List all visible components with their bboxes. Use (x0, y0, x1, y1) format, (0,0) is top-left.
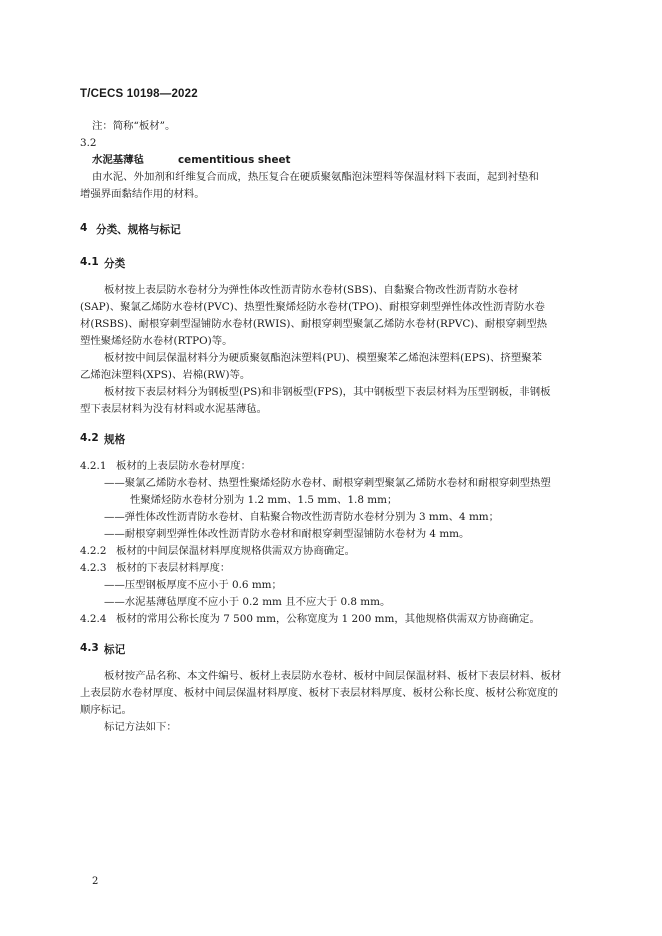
list-item: ——压型钢板厚度不应小于 0.6 mm； (104, 579, 282, 591)
chapter-number: 4 (80, 222, 88, 234)
document-code-header: T/CECS 10198—2022 (80, 88, 198, 100)
list-item: ——弹性体改性沥青防水卷材、自粘聚合物改性沥青防水卷材分别为 3 mm、4 mm； (104, 511, 500, 523)
paragraph-line: 材(RSBS)、耐根穿刺型湿铺防水卷材(RWIS)、耐根穿刺型聚氯乙烯防水卷材(RPVC)、耐根穿刺型热 (80, 318, 548, 330)
page-number: 2 (92, 876, 99, 887)
paragraph-line: 板材按产品名称、本文件编号、板材上表层防水卷材、板材中间层保温材料、板材下表层材料、板材 (104, 670, 562, 682)
section-number-4-3: 4.3 (80, 642, 99, 654)
definition-line: 增强界面黏结作用的材料。 (80, 188, 205, 200)
clause-text: 板材的中间层保温材料厚度规格供需双方协商确定。 (116, 545, 355, 557)
paragraph-line: 型下表层材料为没有材料或水泥基薄毡。 (80, 403, 268, 415)
paragraph-line: 板材按下表层材料分为钢板型(PS)和非钢板型(FPS)，其中钢板型下表层材料为压型钢板，非钢板 (104, 386, 551, 398)
term-english: cementitious sheet (178, 154, 291, 166)
section-title-4-2: 规格 (104, 434, 126, 446)
paragraph-line: (SAP)、聚氯乙烯防水卷材(PVC)、热塑性聚烯烃防水卷材(TPO)、耐根穿刺型弹性体改性沥青防水卷 (80, 301, 545, 313)
section-number-4-1: 4.1 (80, 256, 99, 268)
list-item: 性聚烯烃防水卷材分别为 1.2 mm、1.5 mm、1.8 mm； (130, 494, 398, 506)
clause-number: 4.2.3 (80, 562, 107, 574)
note-text: 注：简称“板材”。 (92, 120, 176, 132)
paragraph-line: 塑性聚烯烃防水卷材(RTPO)等。 (80, 335, 233, 347)
section-number-4-2: 4.2 (80, 432, 99, 444)
definition-line: 由水泥、外加剂和纤维复合而成，热压复合在硬质聚氨酯泡沫塑料等保温材料下表面，起到衬垫和 (92, 171, 539, 183)
paragraph-line: 上表层防水卷材厚度、板材中间层保温材料厚度、板材下表层材料厚度、板材公称长度、板材公称宽度的 (80, 687, 558, 699)
paragraph-line: 标记方法如下： (104, 721, 177, 733)
paragraph-line: 板材按上表层防水卷材分为弹性体改性沥青防水卷材(SBS)、自黏聚合物改性沥青防水卷材 (104, 284, 519, 296)
clause-number: 4.2.2 (80, 545, 107, 557)
paragraph-line: 板材按中间层保温材料分为硬质聚氨酯泡沫塑料(PU)、模塑聚苯乙烯泡沫塑料(EPS)、挤塑聚苯 (104, 352, 542, 364)
section-title-4-3: 标记 (104, 644, 126, 656)
chapter-title: 分类、规格与标记 (96, 224, 181, 236)
paragraph-line: 乙烯泡沫塑料(XPS)、岩棉(RW)等。 (80, 369, 251, 381)
clause-number: 4.2.4 (80, 613, 107, 625)
paragraph-line: 顺序标记。 (80, 704, 132, 716)
list-item: ——耐根穿刺型弹性体改性沥青防水卷材和耐根穿刺型湿铺防水卷材为 4 mm。 (104, 528, 470, 540)
term-chinese: 水泥基薄毡 (92, 154, 144, 166)
clause-number: 4.2.1 (80, 460, 107, 472)
section-number-3-2: 3.2 (80, 137, 97, 149)
clause-text: 板材的下表层材料厚度： (116, 562, 231, 574)
clause-text: 板材的常用公称长度为 7 500 mm，公称宽度为 1 200 mm，其他规格供需双方协商确定。 (116, 613, 540, 625)
list-item: ——聚氯乙烯防水卷材、热塑性聚烯烃防水卷材、耐根穿刺型聚氯乙烯防水卷材和耐根穿刺型热塑 (104, 477, 551, 489)
clause-text: 板材的上表层防水卷材厚度： (116, 460, 252, 472)
list-item: ——水泥基薄毡厚度不应小于 0.2 mm 且不应大于 0.8 mm。 (104, 596, 391, 608)
section-title-4-1: 分类 (104, 258, 126, 270)
